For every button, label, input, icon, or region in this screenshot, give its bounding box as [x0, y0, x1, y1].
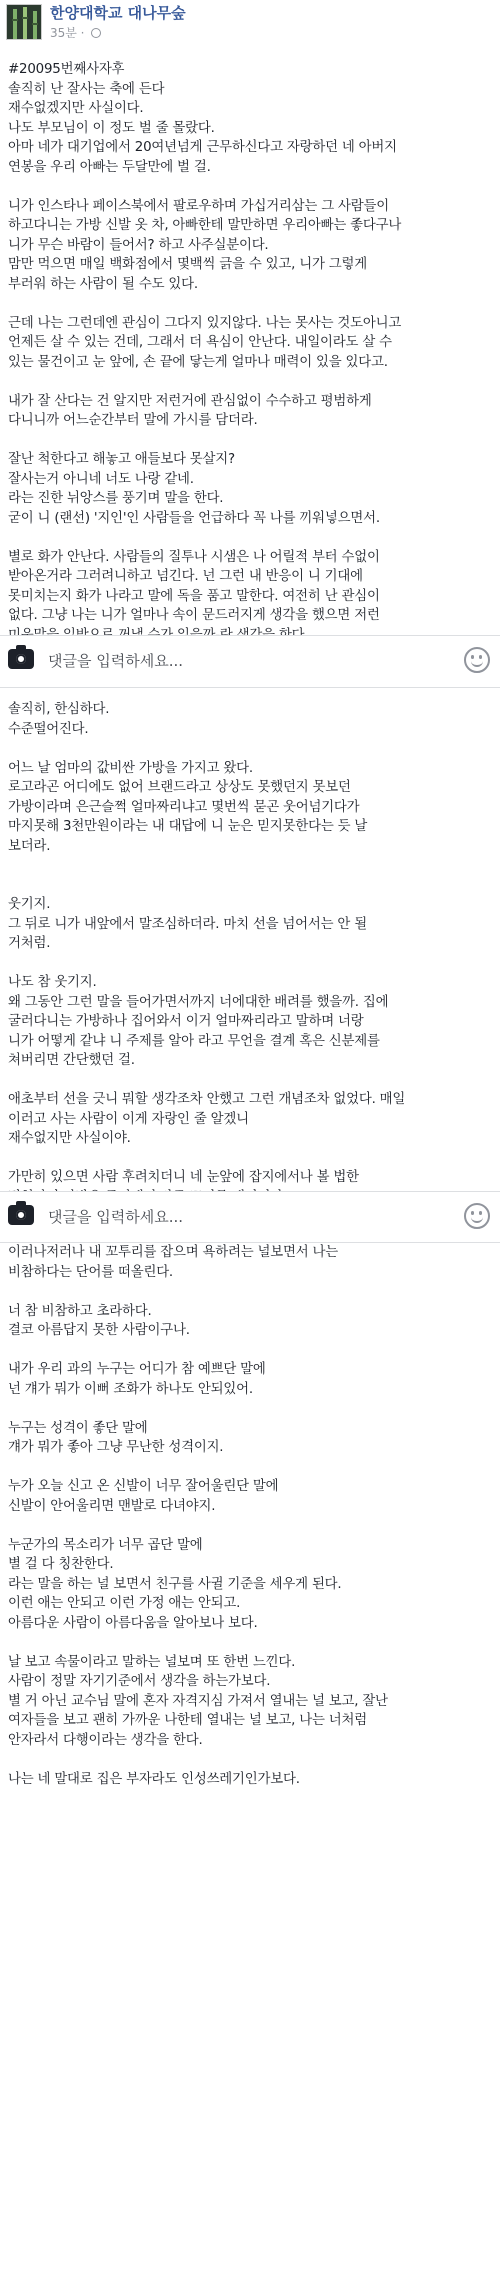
bamboo-logo-icon [7, 5, 42, 40]
emoji-icon[interactable] [464, 647, 490, 673]
post-time-text: 35분 · [50, 26, 89, 40]
post-segment-1 [0, 0, 500, 687]
comment-composer [0, 1191, 500, 1242]
post-header [0, 0, 500, 48]
page-avatar[interactable] [6, 4, 42, 40]
page-name-link[interactable]: 한양대학교 대나무숲 [50, 4, 186, 22]
post-segment-3 [0, 1242, 500, 2291]
post-body-part-1: #20095번째사자후 솔직히 난 잘사는 축에 든다 재수없겠지만 사실이다. 나도 부모님이 이 정도 벌 줄 몰랐다. 아마 네가 대기업에서 20여년넘게 근무하신다고 자랑하던 네 아버지 연봉을 우리 아빠는 두달만에 벌 걸. 니가 인스타나 페이스북에서 팔로우하며 가십거리삼는 그 사람들이 하고다니는 가방 신발 옷 차, 아빠한테 말만하면 우리아빠는 좋다구나 니가 무슨 바람이 들어서? 하고 사주실분이다. 맘만 먹으면 매일 백화점에서 몇백씩 긁을 수 있고, 니가 그렇게 부러워 하는 사람이 될 수도 있다. 근데 나는 그런데엔 관심이 그다지 있지않다. 나는 못사는 것도아니고 언제든 살 수 있는 건데, 그래서 더 욕심이 안난다. 내일이라도 살 수 있는 물건이고 눈 앞에, 손 끝에 닿는게 얼마나 매력이 있을 있다고. 내가 잘 산다는 건 알지만 저런거에 관심없이 수수하고 평범하게 다니니까 어느순간부터 말에 가시를 담더라. 잘난 척한다고 해놓고 애들보다 못살지? 잘사는거 아니네 너도 나랑 같네. 라는 진한 뉘앙스를 풍기며 말을 한다. 굳이 니 (랜선) '지인'인 사람들을 언급하다 꼭 나를 끼워넣으면서. 별로 화가 안난다. 사람들의 질투나 시샘은 나 어릴적 부터 수없이 받아온거라 그러려니하고 넘긴다. 넌 그런 내 반응이 니 기대에 못미치는지 화가 나라고 말에 독을 품고 말한다. 여전히 난 관심이 없다. 그냥 나는 니가 얼마나 속이 문드러지게 생각을 했으면 저런 [8, 62, 402, 623]
post-body-part-2: 솔직히, 한심하다. 수준떨어진다. 어느 날 엄마의 값비싼 가방을 가지고 왔다. 로고라곤 어디에도 없어 브랜드라고 상상도 못했던지 못보던 가방이라며 은근슬쩍 얼마짜리냐고 몇번씩 묻곤 웃어넘기다가 마지못해 3천만원이라는 내 대답에 니 눈은 믿지못한다는 듯 날 보더라. 웃기지. 그 뒤로 니가 내앞에서 말조심하더라. 마치 선을 넘어서는 안 될 거처럼. 나도 참 웃기지. 왜 그동안 그런 말을 들어가면서까지 너에대한 배려를 했을까. 집에 굴러다니는 가방하나 집어와서 이거 얼마짜리라고 말하며 너랑 니가 어떻게 같냐 니 주제를 알아 라고 무언을 결계 혹은 신분제를 쳐버리면 간단했던 걸. 애초부터 선을 긋니 뭐할 생각조차 안했고 그런 개념조차 없었다. 매일 이러고 사는 사람이 이게 자랑인 줄 알겠니 재수없지만 사실이야. 가만히 있으면 사람 후려치더니 네 눈앞에 잡지에서나 볼 법한 [8, 702, 406, 1185]
globe-icon [91, 28, 101, 38]
post-time[interactable] [50, 24, 101, 41]
emoji-icon[interactable] [464, 1203, 490, 1229]
camera-icon[interactable] [8, 1205, 34, 1225]
post-segment-2 [0, 687, 500, 1242]
comment-input[interactable] [48, 644, 448, 678]
camera-icon[interactable] [8, 649, 34, 669]
comment-composer [0, 635, 500, 687]
comment-input[interactable] [48, 1200, 448, 1234]
post-body-part-3: 이러나저러나 내 꼬투리를 잡으며 욕하려는 널보면서 나는 비참하다는 단어를 떠올린다. 너 참 비참하고 초라하다. 결코 아름답지 못한 사람이구나. 내가 우리 과의 누구는 어디가 참 예쁘단 말에 넌 걔가 뭐가 이뻐 조화가 하나도 안되있어. 누구는 성격이 좋단 말에 걔가 뭐가 좋아 그냥 무난한 성격이지. 누가 오늘 신고 온 신발이 너무 잘어울린단 말에 신발이 안어울리면 맨발로 다녀야지. 누군가의 목소리가 너무 곱단 말에 별 걸 다 칭찬한다. 라는 말을 하는 널 보면서 친구를 사귈 기준을 세우게 된다. 이런 애는 안되고 이런 가정 애는 안되고. 아름다운 사람이 아름다움을 알아보나 보다. 날 보고 속물이라고 말하는 널보며 또 한번 느낀다. 사람이 정말 자기기준에서 생각을 하는가보다. 별 거 아닌 교수님 말에 혼자 자격지심 가져서 열내는 널 보고, 잘난 여자들을 보고 괜히 가까운 나한테 열내는 널 보고, 나는 너처럼 안자라서 다행이라는 생각을 한다. 나는 네 말대로 집은 부자라도 인성쓰레기인가보다. [8, 1245, 388, 1787]
